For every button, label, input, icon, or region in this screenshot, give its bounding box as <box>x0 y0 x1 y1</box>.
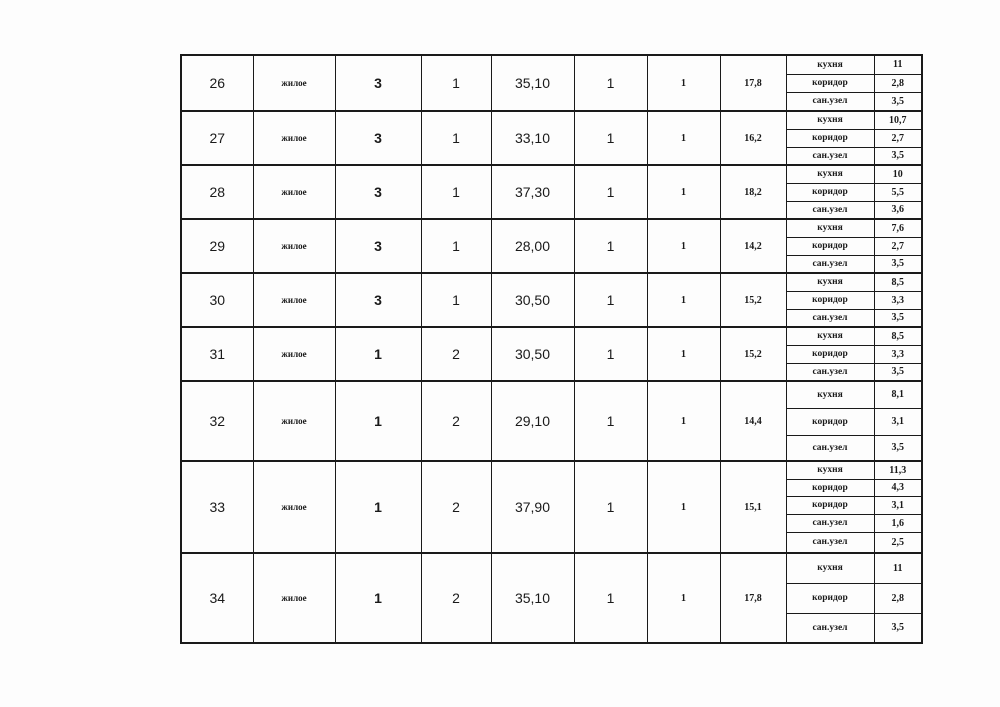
premises-type-cell: жилое <box>253 165 335 219</box>
count-b-cell: 1 <box>647 381 720 461</box>
count-b-cell: 1 <box>647 165 720 219</box>
room-area-cell: 3,3 <box>874 291 922 309</box>
room-name-cell: коридор <box>786 291 874 309</box>
room-name-cell: кухня <box>786 273 874 291</box>
count-b-cell: 1 <box>647 273 720 327</box>
room-area-cell: 1,6 <box>874 514 922 532</box>
room-name-cell: коридор <box>786 583 874 613</box>
room-area-cell: 10 <box>874 165 922 183</box>
apartment-number-cell: 27 <box>181 111 253 165</box>
room-area-cell: 11 <box>874 55 922 74</box>
living-area-cell: 14,2 <box>720 219 786 273</box>
room-area-cell: 3,1 <box>874 408 922 435</box>
rooms-count-cell: 3 <box>335 165 421 219</box>
table-row <box>181 219 922 237</box>
room-name-cell: коридор <box>786 237 874 255</box>
room-area-cell: 5,5 <box>874 183 922 201</box>
document-page <box>180 54 921 638</box>
table-row <box>181 55 922 74</box>
rooms-count-cell: 1 <box>335 553 421 643</box>
apartment-number-cell: 34 <box>181 553 253 643</box>
premises-type-cell: жилое <box>253 111 335 165</box>
floor-number-cell: 1 <box>421 55 491 111</box>
room-name-cell: сан.узел <box>786 255 874 273</box>
count-a-cell: 1 <box>574 165 647 219</box>
room-name-cell: кухня <box>786 461 874 479</box>
room-area-cell: 3,5 <box>874 613 922 643</box>
premises-type-cell: жилое <box>253 461 335 553</box>
living-area-cell: 15,2 <box>720 273 786 327</box>
premises-type-cell: жилое <box>253 553 335 643</box>
table-body <box>181 55 922 643</box>
table-row <box>181 165 922 183</box>
count-b-cell: 1 <box>647 461 720 553</box>
count-b-cell: 1 <box>647 327 720 381</box>
room-name-cell: кухня <box>786 219 874 237</box>
rooms-count-cell: 1 <box>335 381 421 461</box>
living-area-cell: 14,4 <box>720 381 786 461</box>
count-b-cell: 1 <box>647 219 720 273</box>
total-area-cell: 35,10 <box>491 55 574 111</box>
room-area-cell: 3,5 <box>874 363 922 381</box>
living-area-cell: 17,8 <box>720 55 786 111</box>
floor-number-cell: 1 <box>421 111 491 165</box>
total-area-cell: 33,10 <box>491 111 574 165</box>
table-row <box>181 273 922 291</box>
room-name-cell: коридор <box>786 479 874 496</box>
room-area-cell: 8,5 <box>874 327 922 345</box>
total-area-cell: 37,30 <box>491 165 574 219</box>
room-area-cell: 2,7 <box>874 129 922 147</box>
room-name-cell: коридор <box>786 129 874 147</box>
apartment-number-cell: 29 <box>181 219 253 273</box>
room-name-cell: сан.узел <box>786 201 874 219</box>
room-area-cell: 3,5 <box>874 147 922 165</box>
room-name-cell: сан.узел <box>786 147 874 165</box>
rooms-count-cell: 3 <box>335 219 421 273</box>
room-area-cell: 8,1 <box>874 381 922 408</box>
room-name-cell: коридор <box>786 183 874 201</box>
count-a-cell: 1 <box>574 111 647 165</box>
total-area-cell: 30,50 <box>491 273 574 327</box>
rooms-count-cell: 3 <box>335 273 421 327</box>
living-area-cell: 18,2 <box>720 165 786 219</box>
count-a-cell: 1 <box>574 381 647 461</box>
table-row <box>181 327 922 345</box>
room-area-cell: 10,7 <box>874 111 922 129</box>
room-area-cell: 2,5 <box>874 532 922 553</box>
room-area-cell: 3,5 <box>874 255 922 273</box>
room-area-cell: 3,1 <box>874 496 922 514</box>
room-area-cell: 3,6 <box>874 201 922 219</box>
room-area-cell: 8,5 <box>874 273 922 291</box>
room-name-cell: коридор <box>786 74 874 92</box>
room-area-cell: 3,5 <box>874 92 922 111</box>
room-name-cell: кухня <box>786 327 874 345</box>
living-area-cell: 16,2 <box>720 111 786 165</box>
count-a-cell: 1 <box>574 553 647 643</box>
room-name-cell: сан.узел <box>786 613 874 643</box>
total-area-cell: 30,50 <box>491 327 574 381</box>
room-area-cell: 3,5 <box>874 309 922 327</box>
room-area-cell: 3,5 <box>874 435 922 461</box>
living-area-cell: 15,2 <box>720 327 786 381</box>
room-area-cell: 4,3 <box>874 479 922 496</box>
room-area-cell: 2,8 <box>874 583 922 613</box>
table-row <box>181 553 922 583</box>
table-row <box>181 381 922 408</box>
room-name-cell: сан.узел <box>786 309 874 327</box>
count-a-cell: 1 <box>574 273 647 327</box>
apartment-number-cell: 32 <box>181 381 253 461</box>
room-name-cell: кухня <box>786 165 874 183</box>
premises-type-cell: жилое <box>253 55 335 111</box>
room-name-cell: сан.узел <box>786 92 874 111</box>
room-name-cell: сан.узел <box>786 363 874 381</box>
apartment-number-cell: 28 <box>181 165 253 219</box>
room-name-cell: кухня <box>786 111 874 129</box>
rooms-count-cell: 1 <box>335 327 421 381</box>
total-area-cell: 28,00 <box>491 219 574 273</box>
room-name-cell: коридор <box>786 496 874 514</box>
apartment-number-cell: 33 <box>181 461 253 553</box>
floor-number-cell: 1 <box>421 273 491 327</box>
room-name-cell: кухня <box>786 553 874 583</box>
rooms-count-cell: 1 <box>335 461 421 553</box>
living-area-cell: 15,1 <box>720 461 786 553</box>
count-a-cell: 1 <box>574 327 647 381</box>
count-b-cell: 1 <box>647 55 720 111</box>
premises-type-cell: жилое <box>253 381 335 461</box>
table-row <box>181 461 922 479</box>
table-row <box>181 111 922 129</box>
floor-number-cell: 2 <box>421 461 491 553</box>
room-name-cell: сан.узел <box>786 435 874 461</box>
total-area-cell: 37,90 <box>491 461 574 553</box>
living-area-cell: 17,8 <box>720 553 786 643</box>
premises-type-cell: жилое <box>253 219 335 273</box>
total-area-cell: 35,10 <box>491 553 574 643</box>
apartment-number-cell: 26 <box>181 55 253 111</box>
count-a-cell: 1 <box>574 55 647 111</box>
room-name-cell: коридор <box>786 345 874 363</box>
floor-number-cell: 2 <box>421 381 491 461</box>
room-name-cell: кухня <box>786 381 874 408</box>
floor-number-cell: 1 <box>421 219 491 273</box>
room-area-cell: 11 <box>874 553 922 583</box>
count-b-cell: 1 <box>647 111 720 165</box>
count-a-cell: 1 <box>574 219 647 273</box>
room-area-cell: 11,3 <box>874 461 922 479</box>
floor-number-cell: 2 <box>421 553 491 643</box>
count-b-cell: 1 <box>647 553 720 643</box>
room-name-cell: коридор <box>786 408 874 435</box>
total-area-cell: 29,10 <box>491 381 574 461</box>
room-area-cell: 3,3 <box>874 345 922 363</box>
room-area-cell: 7,6 <box>874 219 922 237</box>
room-area-cell: 2,8 <box>874 74 922 92</box>
apartment-number-cell: 30 <box>181 273 253 327</box>
apartment-number-cell: 31 <box>181 327 253 381</box>
room-name-cell: сан.узел <box>786 514 874 532</box>
room-area-cell: 2,7 <box>874 237 922 255</box>
floor-number-cell: 2 <box>421 327 491 381</box>
apartments-table <box>180 54 923 644</box>
rooms-count-cell: 3 <box>335 55 421 111</box>
room-name-cell: сан.узел <box>786 532 874 553</box>
premises-type-cell: жилое <box>253 327 335 381</box>
count-a-cell: 1 <box>574 461 647 553</box>
premises-type-cell: жилое <box>253 273 335 327</box>
rooms-count-cell: 3 <box>335 111 421 165</box>
floor-number-cell: 1 <box>421 165 491 219</box>
room-name-cell: кухня <box>786 55 874 74</box>
